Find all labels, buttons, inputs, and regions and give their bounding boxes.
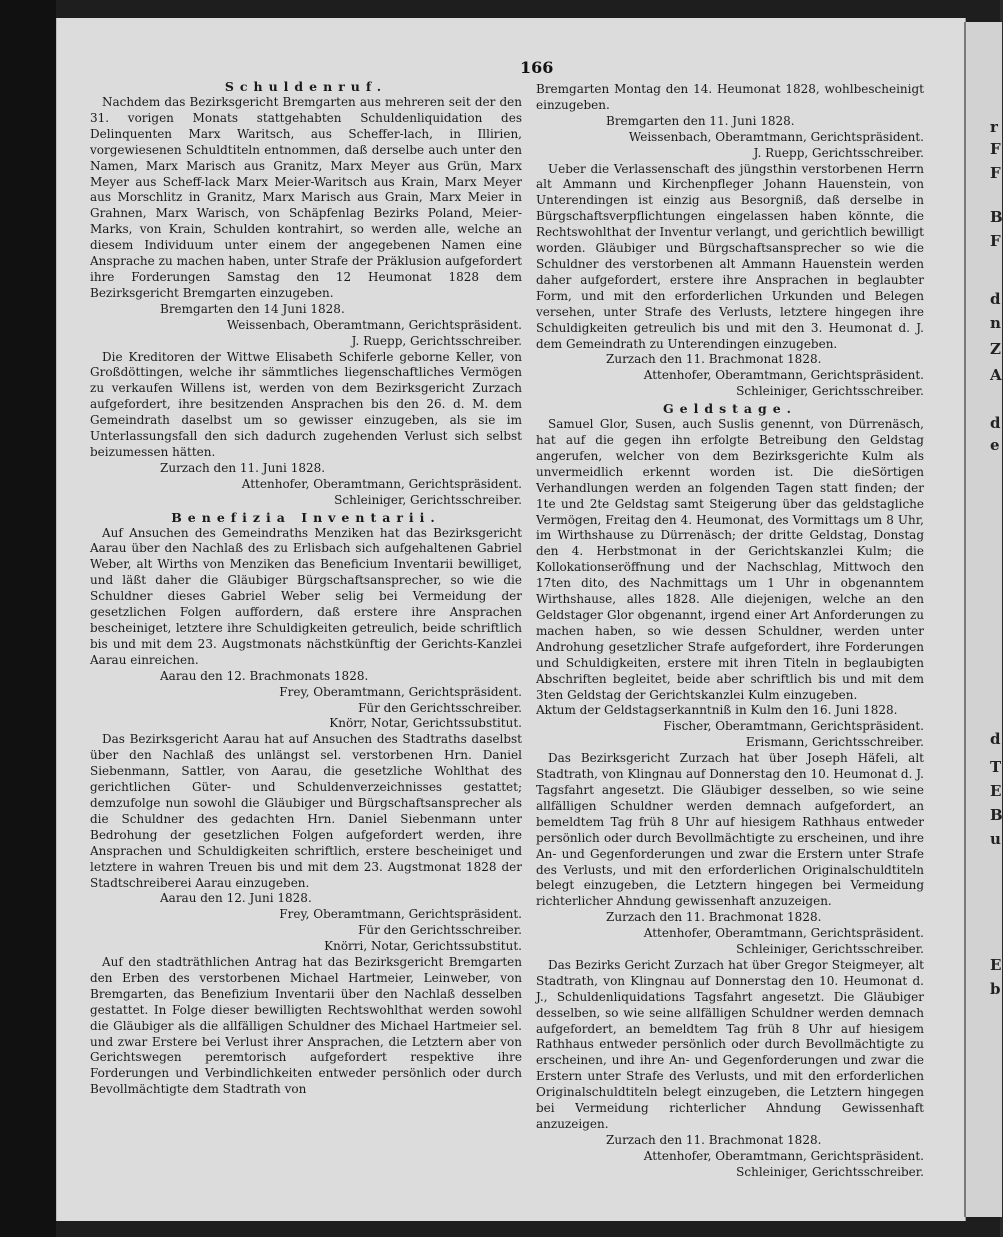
signature-clerk: J. Ruepp, Gerichtsschreiber.	[753, 145, 924, 160]
notice-date: Bremgarten den 14 Juni 1828.	[160, 301, 345, 316]
section-heading-schuldenruf: Schuldenruf.	[224, 79, 388, 94]
notice-body: Das Bezirksgericht Aarau hat auf Ansuchen des Stadtraths daselbst über den Nachlaß des unlängst sel. verstorbenen Hrn. Daniel Siebenmann, Sattler, von Aarau, die gesetzliche Wohlthat des gerichtlichen Güter- und Schuldenverzeichnisses gestattet; demzufolge nun sowohl die Gläubiger und Bürgschaftsansprecher als die Schuldner des gedachten Hrn. Daniel Siebenmann unter Bedrohung der gesetzlichen Folgen aufgefordert werden, ihre Ansprachen und Schuldigkeiten schriftlich, erstere bescheiniget und letztere in wahren Treuen bis und mit dem 23. Augstmonat 1828 der Stadtschreiberei Aarau einzugeben.	[90, 732, 522, 890]
signature-president: Attenhofer, Oberamtmann, Gerichtspräsident.	[643, 368, 924, 383]
notice-body: Ueber die Verlassenschaft des jüngsthin verstorbenen Herrn alt Ammann und Kirchenpfleger Johann Hauenstein, von Unterendingen ist einzig aus Besorgniß, daß derselbe in Bürgschaftsverpflichtungen eingelassen haben könnte, die Rechtswohlthat der Inventur verlangt, und gerichtlich bewilligt worden. Gläubiger und Bürgschaftsansprecher so wie die Schuldner des verstorbenen alt Ammann Hauenstein werden daher aufgefordert, erstere ihre Ansprachen in beglaubter Form, und mit den erforderlichen Urkunden und Belegen versehen, unter Strafe des Verlusts, letztere hingegen ihre Schuldigkeiten getreulich bis und mit den 3. Heumonat d. J. dem Gemeindrath zu Unterendingen einzugeben.	[536, 161, 924, 351]
signature-line: Für den Gerichtsschreiber.	[358, 923, 522, 938]
signature-line: Für den Gerichtsschreiber.	[358, 700, 522, 715]
signature-clerk: Schleiniger, Gerichtsschreiber.	[736, 1164, 924, 1179]
signature-clerk: Schleiniger, Gerichtsschreiber.	[334, 492, 522, 507]
left-column	[90, 78, 522, 1098]
signature-clerk: Erismann, Gerichtsschreiber.	[745, 735, 924, 750]
next-page-letter-fragment: r	[990, 118, 998, 136]
page-number: 166	[520, 58, 554, 77]
notice-body: Die Kreditoren der Wittwe Elisabeth Schiferle geborne Keller, von Großdöttingen, welche ihr sämmtliches liegenschaftliches Vermögen zu verkaufen Willens ist, werden von dem Bezirksgericht Zurzach aufgefordert, ihre besitzenden Ansprachen bis den 26. d. M. dem Gemeindrath daselbst um so gewisser einzugeben, als sie im Unterlassungsfall den sich dadurch zugehenden Verlust sich selbst beizumessen hätten.	[90, 349, 522, 459]
signature-president: Attenhofer, Oberamtmann, Gerichtspräsident.	[643, 926, 924, 941]
signature-president: Frey, Oberamtmann, Gerichtspräsident.	[279, 684, 522, 699]
notice-date: Zurzach den 11. Brachmonat 1828.	[606, 910, 822, 925]
notice-body: Samuel Glor, Susen, auch Suslis genennt, von Dürrenäsch, hat auf die gegen ihn erfolgte Betreibung den Geldstag angerufen, welcher von dem Bezirksgerichte Kulm als unvermeidlich erkennt worden ist. Die dieSörtigen Verhandlungen werden an folgenden Tagen statt finden; der 1te und 2te Geldstag samt Steigerung über das geldstagliche Vermögen, Freitag den 4. Heumonat, des Vormittags um 8 Uhr, im Wirthshause zu Dürrenäsch; der dritte Geldstag, Donstag den 4. Herbstmonat in der Gerichtskanzlei Kulm; die Kollokationseröffnung und der Nachschlag, Mittwoch den 17ten dito, des Nachmittags um 1 Uhr in obgenanntem Wirthshause, alles 1828. Alle diejenigen, welche an den Geldstager Glor obgenannt, irgend einer Art Anforderungen zu machen haben, so wie dessen Schuldner, werden unter Androhung gesetzlicher Strafe aufgefordert, ihre Forderungen und Schuldigkeiten, erstere mit ihren Titeln in beglaubigten Abschriften begleitet, beide aber schriftlich bis und mit dem 3ten Geldstag der Gerichtskanzlei Kulm einzugeben.	[536, 417, 924, 702]
next-page-letter-fragment: F	[990, 232, 1001, 250]
page-left-edge	[0, 0, 56, 1237]
notice-date: Zurzach den 11. Brachmonat 1828.	[606, 352, 822, 367]
signature-substitute: Knörri, Notar, Gerichtssubstitut.	[324, 939, 522, 954]
next-page-letter-fragment: B	[990, 208, 1003, 226]
signature-clerk: Schleiniger, Gerichtsschreiber.	[736, 384, 924, 399]
next-page-letter-fragment: u	[990, 830, 1001, 848]
notice-body: Auf Ansuchen des Gemeindraths Menziken hat das Bezirksgericht Aarau über den Nachlaß des zu Erlisbach sich aufgehaltenen Gabriel Weber, alt Wirths von Menziken das Beneficium Inventarii bewilliget, und läßt daher die Gläubiger Bürgschaftsansprecher, so wie die Schuldner dieses Gabriel Weber selig bei Vermeidung der gesetzlichen Folgen auffordern, daß erstere ihre Ansprachen bescheiniget, letztere ihre Schuldigkeiten getreulich, beide schriftlich bis und mit dem 23. Augstmonats nächstkünftig der Gerichts-Kanzlei Aarau einreichen.	[90, 525, 522, 667]
notice-date: Zurzach den 11. Juni 1828.	[160, 460, 326, 475]
notice-body: Nachdem das Bezirksgericht Bremgarten aus mehreren seit der den 31. vorigen Monats stattgehabten Schuldenliquidation des Delinquenten Marx Waritsch, aus Scheffer-lach, in Illirien, vorgewiesenen Schuldtiteln entnommen, daß derselbe auch unter den Namen, Marx Marisch aus Granitz, Marx Meyer aus Grün, Marx Meyer aus Scheff-lack Marx Meier-Waritsch aus Krain, Marx Meyer aus Morschlitz in Granitz, Marx Marisch aus Grain, Marx Meier in Grahnen, Marx Warisch, von Schäpfenlag Bezirks Poland, Meier-Marks, von Krain, Schulden kontrahirt, so werden alle, welche an diesem Individuum unter einem der angegebenen Namen eine Ansprache zu machen haben, unter Strafe der Präklusion aufgefordert ihre Forderungen Samstag den 12 Heumonat 1828 dem Bezirksgericht Bremgarten einzugeben.	[90, 95, 522, 300]
notice-date: Zurzach den 11. Brachmonat 1828.	[606, 1132, 822, 1147]
next-page-letter-fragment: E	[990, 956, 1002, 974]
next-page-letter-fragment: d	[990, 414, 1001, 432]
next-page-letter-fragment: B	[990, 806, 1003, 824]
next-page-letter-fragment: e	[990, 436, 1000, 454]
section-heading-benefizia: Benefizia Inventarii.	[171, 509, 441, 525]
next-page-letter-fragment: Z	[990, 340, 1001, 358]
next-page-letter-fragment: d	[990, 290, 1001, 308]
next-page-letter-fragment: E	[990, 782, 1002, 800]
signature-president: Attenhofer, Oberamtmann, Gerichtspräsident.	[241, 476, 522, 491]
signature-clerk: Schleiniger, Gerichtsschreiber.	[736, 942, 924, 957]
signature-substitute: Knörr, Notar, Gerichtssubstitut.	[329, 716, 522, 731]
next-page-letter-fragment: n	[990, 314, 1001, 332]
continuation-text: Bremgarten Montag den 14. Heumonat 1828, wohlbescheinigt einzugeben.	[536, 82, 924, 112]
signature-president: Fischer, Oberamtmann, Gerichtspräsident.	[663, 719, 924, 734]
next-page-letter-fragment: b	[990, 980, 1001, 998]
signature-president: Frey, Oberamtmann, Gerichtspräsident.	[279, 907, 522, 922]
next-page-letter-fragment: F	[990, 140, 1001, 158]
next-page-edge	[964, 22, 1002, 1217]
next-page-letter-fragment: A	[990, 366, 1002, 384]
notice-body: Das Bezirksgericht Zurzach hat über Joseph Häfeli, alt Stadtrath, von Klingnau auf Donnerstag den 10. Heumonat d. J. Tagsfahrt angesetzt. Die Gläubiger desselben, so wie seine allfälligen Schuldner werden demnach aufgefordert, an bemeldtem Tag früh 8 Uhr auf hiesigem Rathhaus entweder persönlich oder durch Bevollmächtigte zu erscheinen, und ihre An- und Gegenforderungen und zwar die Erstern unter Strafe des Verlusts, und mit den erforderlichen Originalschuldtiteln belegt einzugeben, die Letztern hingegen bei Vermeidung richterlicher Ahndung gewissenhaft anzuzeigen.	[536, 751, 924, 909]
signature-president: Attenhofer, Oberamtmann, Gerichtspräsident.	[643, 1148, 924, 1163]
notice-body: Das Bezirks Gericht Zurzach hat über Gregor Steigmeyer, alt Stadtrath, von Klingnau auf Donnerstag den 10. Heumonat d. J., Schuldenliquidations Tagsfahrt angesetzt. Die Gläubiger desselben, so wie seine allfälligen Schuldner werden demnach aufgefordert, an bemeldtem Tag früh 8 Uhr auf hiesigem Rathhaus entweder persönlich oder durch Bevollmächtigte zu erscheinen, und ihre An- und Gegenforderungen und zwar die Erstern unter Strafe des Verlusts, und mit den erforderlichen Originalschuldtiteln belegt einzugeben, die Letztern hingegen bei Vermeidung richterlicher Ahndung Gewissenhaft anzuzeigen.	[536, 957, 924, 1131]
section-heading-geldstage: Geldstage.	[662, 401, 798, 417]
right-column	[536, 68, 924, 1181]
next-page-letter-fragment: F	[990, 164, 1001, 182]
notice-date: Bremgarten den 11. Juni 1828.	[606, 113, 795, 128]
notice-date: Aarau den 12. Brachmonats 1828.	[160, 668, 369, 683]
signature-president: Weissenbach, Oberamtmann, Gerichtspräsident.	[226, 317, 522, 332]
signature-clerk: J. Ruepp, Gerichtsschreiber.	[351, 333, 522, 348]
next-page-letter-fragment: d	[990, 730, 1001, 748]
notice-date: Aktum der Geldstagserkanntniß in Kulm den 16. Juni 1828.	[536, 703, 898, 718]
notice-date: Aarau den 12. Juni 1828.	[160, 891, 312, 906]
next-page-letter-fragment: T	[990, 758, 1002, 776]
notice-body: Auf den stadträthlichen Antrag hat das Bezirksgericht Bremgarten den Erben des verstorbenen Michael Hartmeier, Leinweber, von Bremgarten, das Benefizium Inventarii über den Nachlaß desselben gestattet. In Folge dieser bewilligten Rechtswohlthat werden sowohl die Gläubiger als die allfälligen Schuldner des Michael Hartmeier sel. und zwar Erstere bei Verlust ihrer Ansprachen, die Letztern aber von Gerichtswegen peremtorisch aufgefordert respektive ihre Forderungen und Verbindlichkeiten entweder persönlich oder durch Bevollmächtigte dem Stadtrath von	[90, 955, 522, 1097]
signature-president: Weissenbach, Oberamtmann, Gerichtspräsident.	[628, 129, 924, 144]
